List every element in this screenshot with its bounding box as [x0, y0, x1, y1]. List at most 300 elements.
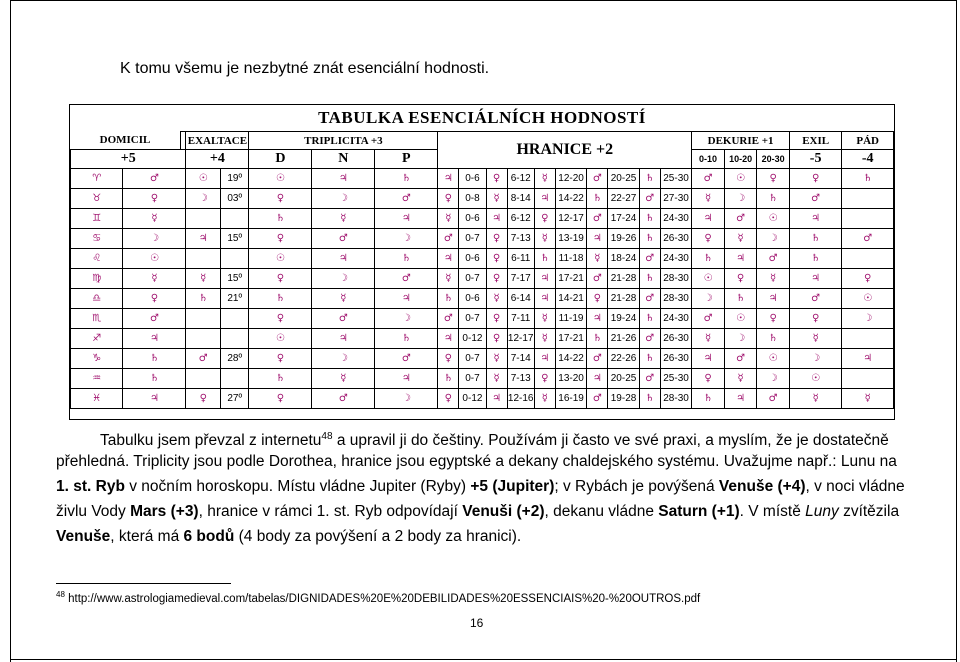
decan-ruler: ☉ [724, 169, 757, 189]
term-ruler: ♂ [587, 349, 608, 369]
paragraph-line-3 [56, 474, 906, 499]
para-l5b: , která má [110, 528, 184, 545]
term-range: 0-6 [459, 169, 486, 189]
triplicity-night: ☽ [312, 269, 375, 289]
para-l4d: Venuši (+2) [462, 503, 545, 520]
term-ruler: ♀ [534, 209, 555, 229]
fall-ruler [842, 189, 894, 209]
term-ruler: ♂ [639, 249, 660, 269]
triplicity-night: ☿ [312, 369, 375, 389]
term-range: 24-30 [660, 249, 692, 269]
exaltation-degree: 27º [221, 389, 249, 409]
term-ruler: ♄ [639, 309, 660, 329]
decan-ruler: ♃ [757, 289, 790, 309]
term-ruler: ♂ [587, 269, 608, 289]
triplicity-participating: ♂ [375, 269, 438, 289]
para-l3c: +5 (Jupiter) [470, 478, 555, 495]
table-row [71, 349, 894, 369]
para-l3e: Venuše (+4) [718, 478, 806, 495]
header-dekurie: DEKURIE +1 [692, 132, 790, 150]
para-l3b: v nočním horoskopu. Místu vládne Jupiter (Ryby) [124, 478, 471, 495]
detriment-ruler: ♄ [789, 229, 841, 249]
triplicity-night: ♃ [312, 249, 375, 269]
para-l1b: a upravil ji do češtiny. Používám ji často ve své praxi, a myslím, že je dostatečně [332, 432, 889, 450]
term-range: 14-21 [555, 289, 586, 309]
exaltation-ruler: ☉ [186, 169, 221, 189]
domicile-ruler: ♄ [123, 349, 186, 369]
term-ruler: ♀ [486, 249, 507, 269]
triplicity-participating: ♄ [375, 169, 438, 189]
term-range: 12-17 [555, 209, 586, 229]
domicile-ruler: ♄ [123, 369, 186, 389]
para-l4i: zvítězila [838, 503, 900, 520]
table-row [71, 389, 894, 409]
decan-ruler: ♀ [692, 229, 725, 249]
term-ruler: ☿ [587, 249, 608, 269]
decan-ruler: ☉ [757, 349, 790, 369]
term-ruler: ♃ [587, 229, 608, 249]
footnote-separator [56, 583, 231, 584]
domicile-ruler: ♂ [123, 169, 186, 189]
triplicity-participating: ☽ [375, 389, 438, 409]
paragraph-line-5 [56, 524, 906, 549]
exaltation-degree [221, 329, 249, 349]
term-range: 22-26 [608, 349, 639, 369]
term-range: 0-7 [459, 229, 486, 249]
exaltation-ruler [186, 369, 221, 389]
term-range: 0-12 [459, 389, 486, 409]
sub-domicil: +5 [71, 150, 186, 169]
decan-ruler: ♄ [692, 249, 725, 269]
fall-ruler [842, 209, 894, 229]
triplicity-day: ☉ [249, 249, 312, 269]
triplicity-participating: ♃ [375, 369, 438, 389]
term-range: 20-25 [608, 369, 639, 389]
term-ruler: ♂ [587, 169, 608, 189]
exaltation-ruler: ♂ [186, 349, 221, 369]
decan-ruler: ♂ [757, 249, 790, 269]
detriment-ruler: ☉ [789, 369, 841, 389]
term-range: 12-20 [555, 169, 586, 189]
term-ruler: ♀ [486, 229, 507, 249]
fall-ruler [842, 329, 894, 349]
term-ruler: ♂ [587, 209, 608, 229]
term-range: 12-16 [507, 389, 534, 409]
para-l4f: Saturn (+1) [658, 503, 740, 520]
term-ruler: ☿ [534, 229, 555, 249]
term-ruler: ♄ [639, 229, 660, 249]
term-range: 0-7 [459, 369, 486, 389]
sub-trip-n: N [312, 150, 375, 169]
page-border-right [956, 0, 957, 662]
fall-ruler [842, 369, 894, 389]
footnote [56, 590, 700, 605]
triplicity-night: ♂ [312, 389, 375, 409]
table-row [71, 269, 894, 289]
triplicity-night: ☽ [312, 349, 375, 369]
term-range: 27-30 [660, 189, 692, 209]
para-l3f: , v noci vládne [805, 478, 905, 495]
term-ruler: ♃ [534, 289, 555, 309]
term-ruler: ♃ [534, 269, 555, 289]
fall-ruler: ☽ [842, 309, 894, 329]
term-ruler: ♄ [438, 369, 459, 389]
term-ruler: ☿ [486, 189, 507, 209]
detriment-ruler: ♂ [789, 289, 841, 309]
fall-ruler: ♃ [842, 349, 894, 369]
term-range: 6-14 [507, 289, 534, 309]
decan-ruler: ♂ [724, 209, 757, 229]
footnote-number: 48 [56, 590, 65, 599]
triplicity-night: ☿ [312, 289, 375, 309]
term-range: 12-17 [507, 329, 534, 349]
para-l3d: ; v Rybách je povýšená [554, 478, 719, 495]
sign-glyph: ♈ [71, 169, 123, 189]
table-row [71, 209, 894, 229]
term-ruler: ♃ [534, 189, 555, 209]
exaltation-ruler [186, 209, 221, 229]
term-ruler: ☿ [438, 269, 459, 289]
term-ruler: ♂ [639, 369, 660, 389]
term-range: 24-30 [660, 309, 692, 329]
term-ruler: ♂ [438, 309, 459, 329]
decan-ruler: ♀ [757, 309, 790, 329]
sign-glyph: ♐ [71, 329, 123, 349]
exaltation-degree: 15º [221, 229, 249, 249]
decan-ruler: ☽ [692, 289, 725, 309]
intro-text: K tomu všemu je nezbytné znát esenciální hodnosti. [120, 60, 490, 77]
footnote-ref[interactable]: 48 [321, 431, 333, 442]
exaltation-ruler: ☽ [186, 189, 221, 209]
detriment-ruler: ♀ [789, 309, 841, 329]
term-range: 7-13 [507, 229, 534, 249]
decan-ruler: ♄ [757, 329, 790, 349]
para-l1a: Tabulku jsem převzal z internetu [100, 432, 322, 450]
para-l4g: . V místě [739, 503, 806, 520]
term-ruler: ☿ [438, 209, 459, 229]
sign-glyph: ♋ [71, 229, 123, 249]
triplicity-night: ☽ [312, 189, 375, 209]
term-ruler: ☿ [534, 389, 555, 409]
term-ruler: ♂ [639, 289, 660, 309]
decan-ruler: ☉ [724, 309, 757, 329]
term-range: 28-30 [660, 389, 692, 409]
exaltation-ruler: ♄ [186, 289, 221, 309]
term-ruler: ♀ [438, 389, 459, 409]
para-l4h: Luny [805, 503, 839, 520]
triplicity-day: ♄ [249, 289, 312, 309]
term-ruler: ♄ [639, 349, 660, 369]
para-l5c: 6 bodů [183, 528, 235, 545]
para-l3a: 1. st. Ryb [56, 478, 125, 495]
term-range: 19-28 [608, 389, 639, 409]
sign-glyph: ♌ [71, 249, 123, 269]
decan-ruler: ☿ [692, 189, 725, 209]
term-ruler: ♄ [438, 289, 459, 309]
triplicity-day: ♀ [249, 389, 312, 409]
domicile-ruler: ♃ [123, 329, 186, 349]
term-ruler: ♄ [587, 329, 608, 349]
term-range: 14-22 [555, 189, 586, 209]
decan-ruler: ♃ [692, 209, 725, 229]
table-row [71, 229, 894, 249]
term-range: 25-30 [660, 169, 692, 189]
table-row [71, 369, 894, 389]
term-range: 6-12 [507, 209, 534, 229]
header-hranice: HRANICE +2 [438, 132, 692, 169]
exaltation-degree [221, 209, 249, 229]
term-ruler: ♂ [438, 229, 459, 249]
decan-ruler: ♂ [724, 349, 757, 369]
header-triplicita: TRIPLICITA +3 [249, 132, 438, 150]
term-range: 26-30 [660, 229, 692, 249]
term-range: 14-22 [555, 349, 586, 369]
paragraph-line-2 [56, 449, 906, 474]
term-range: 8-14 [507, 189, 534, 209]
detriment-ruler: ♃ [789, 209, 841, 229]
sign-glyph: ♉ [71, 189, 123, 209]
exaltation-ruler [186, 309, 221, 329]
triplicity-participating: ♃ [375, 209, 438, 229]
term-ruler: ♃ [587, 309, 608, 329]
term-range: 0-7 [459, 349, 486, 369]
term-ruler: ♀ [534, 369, 555, 389]
para-l2: přehledná. Triplicity jsou podle Dorothea, hranice jsou egyptské a dekany chaldejského systému. Uvažujme např.: Lunu na [56, 453, 897, 470]
essential-dignities-table [69, 104, 895, 420]
term-ruler: ☿ [486, 349, 507, 369]
decan-ruler: ♄ [692, 389, 725, 409]
term-ruler: ♄ [639, 209, 660, 229]
exaltation-degree [221, 369, 249, 389]
decan-ruler: ☉ [757, 209, 790, 229]
term-range: 13-20 [555, 369, 586, 389]
term-ruler: ☿ [486, 369, 507, 389]
term-range: 16-19 [555, 389, 586, 409]
sign-glyph: ♊ [71, 209, 123, 229]
header-exil: EXIL [789, 132, 841, 150]
triplicity-participating: ☽ [375, 309, 438, 329]
term-range: 7-17 [507, 269, 534, 289]
table-row [71, 249, 894, 269]
triplicity-day: ♀ [249, 189, 312, 209]
detriment-ruler: ☿ [789, 329, 841, 349]
triplicity-participating: ☽ [375, 229, 438, 249]
exaltation-degree: 15º [221, 269, 249, 289]
sub-dek1: 0-10 [692, 150, 725, 169]
term-range: 21-28 [608, 269, 639, 289]
exaltation-ruler [186, 249, 221, 269]
term-range: 28-30 [660, 269, 692, 289]
triplicity-day: ♄ [249, 209, 312, 229]
header-row [71, 132, 894, 150]
decan-ruler: ♀ [724, 269, 757, 289]
term-range: 0-12 [459, 329, 486, 349]
term-range: 18-24 [608, 249, 639, 269]
term-ruler: ♃ [438, 169, 459, 189]
decan-ruler: ☉ [692, 269, 725, 289]
triplicity-participating: ♂ [375, 349, 438, 369]
term-range: 6-11 [507, 249, 534, 269]
term-ruler: ♄ [587, 189, 608, 209]
sign-glyph: ♒ [71, 369, 123, 389]
fall-ruler: ☿ [842, 389, 894, 409]
triplicity-participating: ♄ [375, 249, 438, 269]
term-ruler: ☿ [534, 329, 555, 349]
term-ruler: ♀ [587, 289, 608, 309]
term-range: 20-25 [608, 169, 639, 189]
sub-dek3: 20-30 [757, 150, 790, 169]
page-number: 16 [470, 616, 484, 630]
triplicity-day: ♀ [249, 349, 312, 369]
exaltation-degree: 28º [221, 349, 249, 369]
triplicity-participating: ♄ [375, 329, 438, 349]
term-range: 26-30 [660, 329, 692, 349]
term-range: 21-28 [608, 289, 639, 309]
term-range: 24-30 [660, 209, 692, 229]
decan-ruler: ♃ [724, 389, 757, 409]
exaltation-degree [221, 249, 249, 269]
term-range: 19-24 [608, 309, 639, 329]
exaltation-ruler: ♃ [186, 229, 221, 249]
triplicity-night: ♃ [312, 329, 375, 349]
term-range: 17-21 [555, 329, 586, 349]
fall-ruler: ☉ [842, 289, 894, 309]
term-ruler: ♂ [639, 189, 660, 209]
term-ruler: ♃ [438, 249, 459, 269]
term-ruler: ♄ [639, 389, 660, 409]
detriment-ruler: ☿ [789, 389, 841, 409]
decan-ruler: ♀ [692, 369, 725, 389]
triplicity-night: ♂ [312, 229, 375, 249]
para-l4e: , dekanu vládne [544, 503, 659, 520]
para-l4b: Mars (+3) [130, 503, 199, 520]
footnote-url[interactable]: http://www.astrologiamedieval.com/tabelas/DIGNIDADES%20E%20DEBILIDADES%20ESSENCIAIS%20-%20OUTROS.pdf [64, 592, 701, 605]
term-ruler: ♀ [486, 169, 507, 189]
term-ruler: ♀ [438, 349, 459, 369]
term-ruler: ♀ [438, 189, 459, 209]
para-l5a: Venuše [56, 528, 111, 545]
term-ruler: ♀ [486, 309, 507, 329]
sign-glyph: ♓ [71, 389, 123, 409]
decan-ruler: ☽ [724, 329, 757, 349]
term-range: 0-7 [459, 269, 486, 289]
triplicity-day: ☉ [249, 169, 312, 189]
triplicity-day: ♀ [249, 229, 312, 249]
term-range: 0-7 [459, 309, 486, 329]
decan-ruler: ♀ [757, 169, 790, 189]
sign-glyph: ♍ [71, 269, 123, 289]
term-ruler: ♂ [587, 389, 608, 409]
detriment-ruler: ♃ [789, 269, 841, 289]
decan-ruler: ☿ [724, 229, 757, 249]
domicile-ruler: ☿ [123, 209, 186, 229]
term-range: 11-18 [555, 249, 586, 269]
decan-ruler: ☿ [692, 329, 725, 349]
term-ruler: ♃ [438, 329, 459, 349]
decan-ruler: ♃ [724, 249, 757, 269]
triplicity-day: ☉ [249, 329, 312, 349]
exaltation-ruler: ☿ [186, 269, 221, 289]
exaltation-ruler: ♀ [186, 389, 221, 409]
term-range: 0-6 [459, 209, 486, 229]
triplicity-day: ♄ [249, 369, 312, 389]
term-range: 19-26 [608, 229, 639, 249]
detriment-ruler: ♂ [789, 189, 841, 209]
table-row [71, 189, 894, 209]
sign-glyph: ♎ [71, 289, 123, 309]
domicile-ruler: ♂ [123, 309, 186, 329]
term-range: 7-13 [507, 369, 534, 389]
sign-glyph: ♏ [71, 309, 123, 329]
term-range: 26-30 [660, 349, 692, 369]
decan-ruler: ♂ [757, 389, 790, 409]
exaltation-degree: 21º [221, 289, 249, 309]
term-range: 0-6 [459, 249, 486, 269]
sub-exil: -5 [789, 150, 841, 169]
term-range: 0-6 [459, 289, 486, 309]
term-range: 22-27 [608, 189, 639, 209]
page-border-top [10, 0, 957, 1]
term-range: 6-12 [507, 169, 534, 189]
term-range: 25-30 [660, 369, 692, 389]
dignities-grid [70, 131, 894, 409]
sub-trip-p: P [375, 150, 438, 169]
term-ruler: ♄ [534, 249, 555, 269]
domicile-ruler: ☉ [123, 249, 186, 269]
term-ruler: ☿ [534, 309, 555, 329]
term-range: 28-30 [660, 289, 692, 309]
fall-ruler: ♄ [842, 169, 894, 189]
page-border-left [10, 0, 11, 662]
term-ruler: ♀ [486, 269, 507, 289]
term-ruler: ♃ [486, 389, 507, 409]
table-row [71, 309, 894, 329]
decan-ruler: ☽ [757, 229, 790, 249]
para-l5d: (4 body za povýšení a 2 body za hranici). [234, 528, 522, 545]
table-row [71, 169, 894, 189]
exaltation-degree: 03º [221, 189, 249, 209]
triplicity-night: ☿ [312, 209, 375, 229]
term-ruler: ♃ [587, 369, 608, 389]
detriment-ruler: ♀ [789, 169, 841, 189]
term-range: 13-19 [555, 229, 586, 249]
table-row [71, 289, 894, 309]
triplicity-day: ♀ [249, 269, 312, 289]
domicile-ruler: ☿ [123, 269, 186, 289]
domicile-ruler: ♀ [123, 189, 186, 209]
decan-ruler: ☽ [757, 369, 790, 389]
detriment-ruler: ♄ [789, 249, 841, 269]
term-range: 17-24 [608, 209, 639, 229]
term-ruler: ♃ [534, 349, 555, 369]
triplicity-participating: ♃ [375, 289, 438, 309]
term-range: 7-14 [507, 349, 534, 369]
domicile-ruler: ♃ [123, 389, 186, 409]
para-l4c: , hranice v rámci 1. st. Ryb odpovídají [198, 503, 463, 520]
domicile-ruler: ☽ [123, 229, 186, 249]
term-ruler: ☿ [534, 169, 555, 189]
para-l4a: živlu Vody [56, 503, 131, 520]
page-border-bottom [10, 659, 957, 660]
exaltation-degree: 19º [221, 169, 249, 189]
term-ruler: ♀ [486, 329, 507, 349]
sub-pad: -4 [842, 150, 894, 169]
term-ruler: ♄ [639, 169, 660, 189]
header-pad: PÁD [842, 132, 894, 150]
paragraph-line-4 [56, 499, 906, 524]
sign-glyph: ♑ [71, 349, 123, 369]
detriment-ruler: ☽ [789, 349, 841, 369]
